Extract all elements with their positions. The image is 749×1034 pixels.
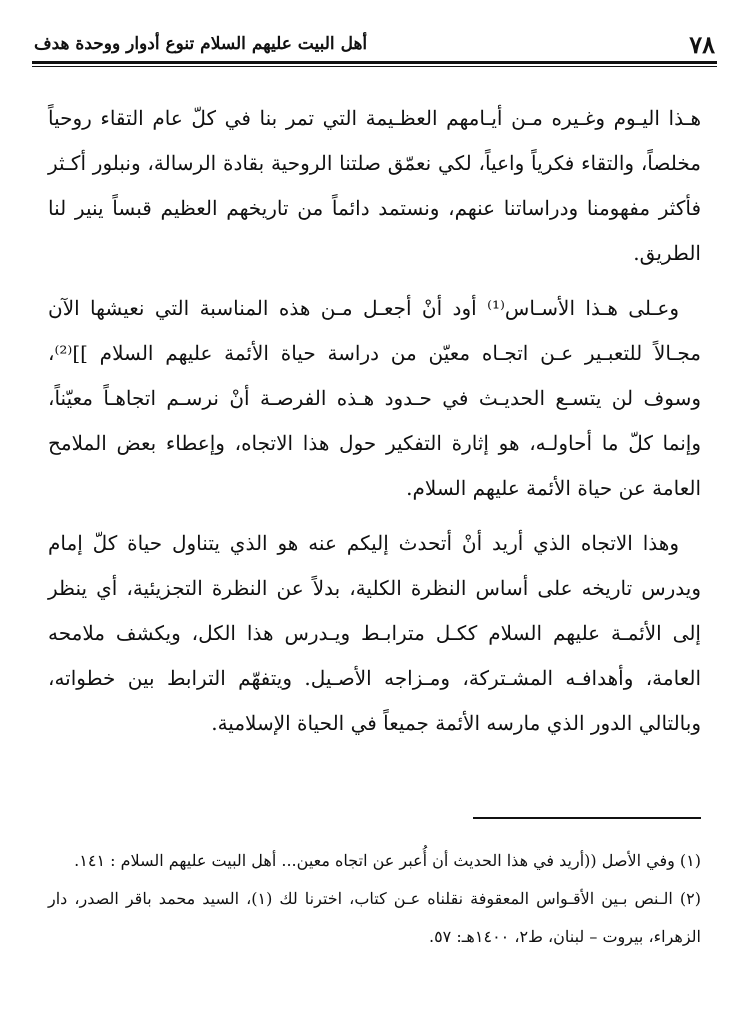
footnote-2: (٢) الـنص بـين الأقـواس المعقوفة نقلناه عـن كتاب، اخترنا لك (١)، السيد محمد باقر الصدر، دار الزهراء، بيروت – لبنان، ط٢، ١٤٠٠هـ: ٥٧.: [48, 889, 701, 946]
footnotes: [48, 842, 701, 956]
paragraph-1: هـذا اليـوم وغـيره مـن أيـامهم العظـيمة التي تمر بنا في كلّ عام التقاء روحياً مخلصاً، والتقاء فكرياً واعياً، لكي نعمّق صلتنا الروحية بقادة الرسالة، ونبلور أكـثر فأكثر مفهومنا ودراساتنا عنهم، ونستمد دائماً من تاريخهم العظيم قبساً ينير لنا الطريق.: [48, 106, 701, 265]
page-number: ٧٨: [689, 30, 715, 59]
main-text: [48, 96, 701, 756]
header-rule-thin: [32, 66, 717, 67]
header-rule: [32, 61, 717, 64]
running-title: أهل البيت عليهم السلام تنوع أدوار ووحدة هدف: [34, 34, 368, 54]
footnote-separator: [473, 817, 701, 819]
footnote-1: (١) وفي الأصل ((أريد في هذا الحديث أن أُعبر عن اتجاه معين... أهل البيت عليهم السلام : ١٤١.: [74, 851, 701, 870]
page-header: [32, 28, 717, 60]
paragraph-2: وعـلى هـذا الأسـاس⁽¹⁾ أود أنْ أجعـل مـن هذه المناسبة التي نعيشها الآن مجـالاً للتعبـير عـن اتجـاه معيّن من دراسة حياة الأئمة عليهم السلام ]]⁽²⁾، وسوف لن يتسـع الحديـث في حـدود هـذه الفرصـة أنْ نرسـم اتجاهـاً معيّناً، وإنما كلّ ما أحاولـه، هو إثارة التفكير حول هذا الاتجاه، وإعطاء بعض الملامح العامة عن حياة الأئمة عليهم السلام.: [48, 296, 701, 500]
paragraph-3: وهذا الاتجاه الذي أريد أنْ أتحدث إليكم عنه هو الذي يتناول حياة كلّ إمام ويدرس تاريخه على أساس النظرة الكلية، بدلاً عن النظرة التجزيئية، أي ينظر إلى الأئمـة عليهم السلام ككـل مترابـط ويـدرس هذا الكل، ويكشف ملامحه العامة، وأهدافـه المشـتركة، ومـزاجه الأصـيل. ويتفهّم الترابط بين خطواته، وبالتالي الدور الذي مارسه الأئمة جميعاً في الحياة الإسلامية.: [48, 531, 701, 735]
